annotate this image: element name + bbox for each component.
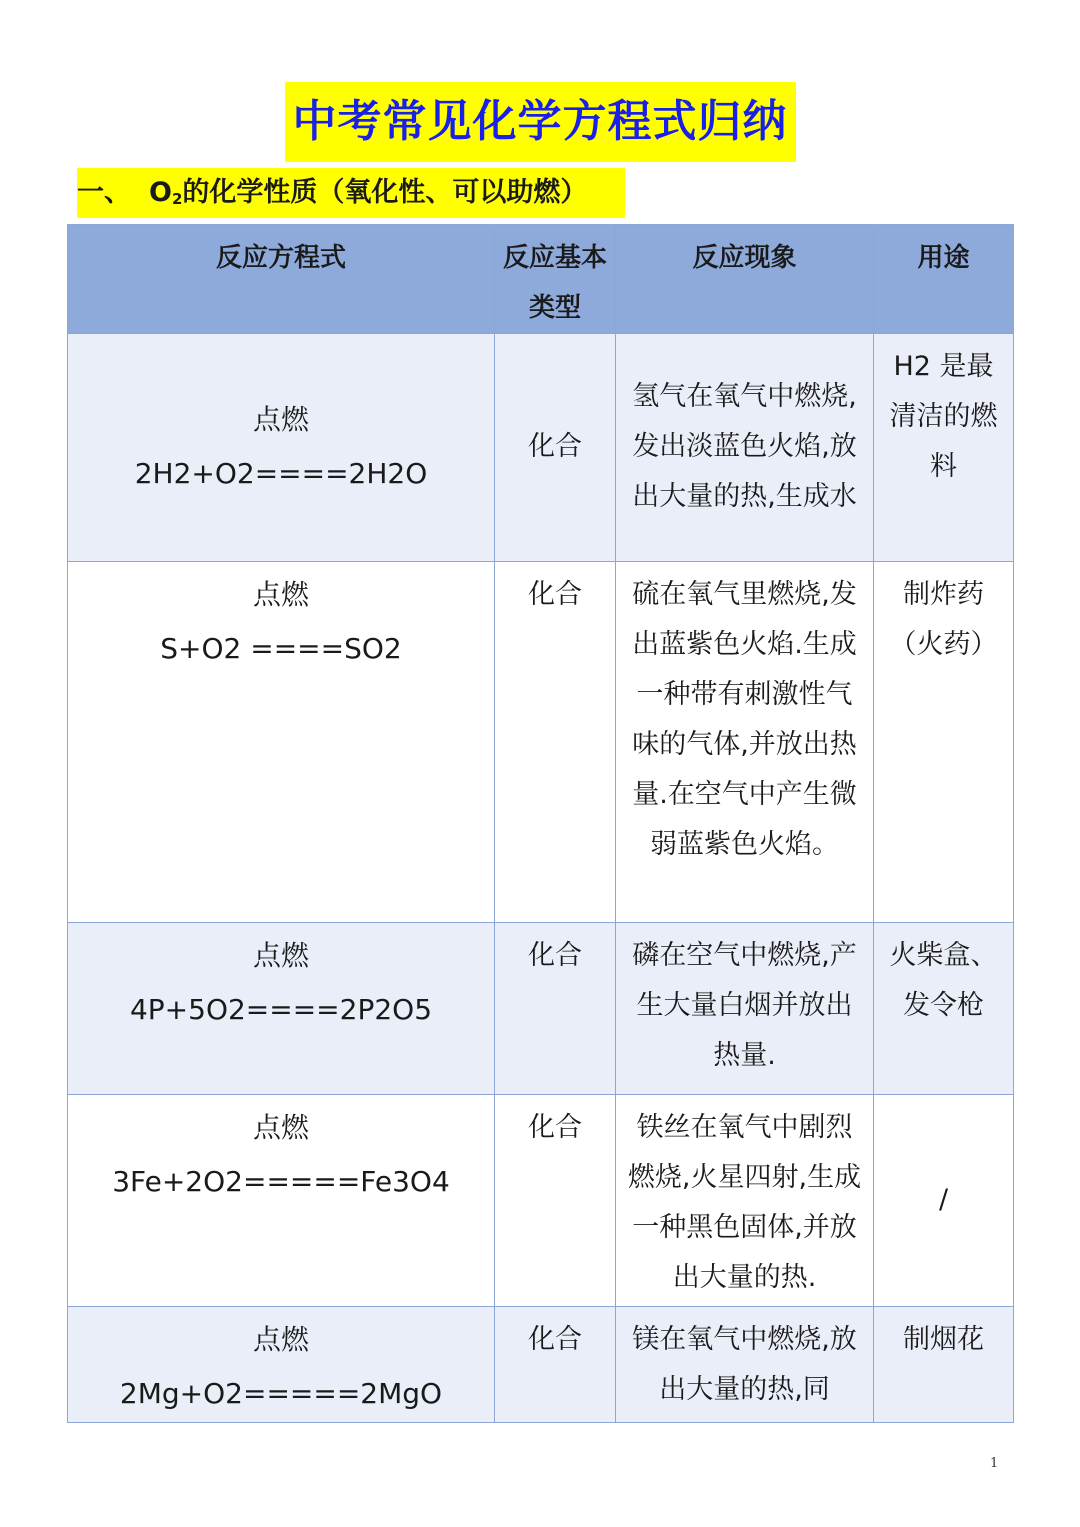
page-title: 中考常见化学方程式归纳: [285, 82, 796, 162]
reaction-type-cell: 化合: [495, 334, 616, 562]
equation-text: S+O2 ====SO2: [160, 631, 402, 665]
reaction-condition: 点燃: [252, 938, 309, 972]
reaction-condition: 点燃: [252, 577, 309, 611]
table-row: [68, 334, 1014, 562]
equation-table: [67, 224, 1014, 1423]
use-cell: H2 是最清洁的燃料: [874, 334, 1014, 562]
equation-text: 2Mg+O2=====2MgO: [119, 1376, 443, 1410]
title-wrapper: [0, 82, 1080, 162]
section-number: 一、: [77, 177, 131, 208]
table-row: [68, 922, 1014, 1094]
table-row: [68, 1306, 1014, 1422]
header-use: 用途: [874, 225, 1014, 334]
header-equation: 反应方程式: [68, 225, 495, 334]
section-formula-main: O: [149, 177, 172, 208]
reaction-condition: 点燃: [252, 1322, 309, 1356]
section-text: 的化学性质（氧化性、可以助燃）: [182, 177, 588, 208]
section-formula: [149, 177, 182, 208]
section-formula-sub: 2: [171, 190, 183, 208]
reaction-type-cell: 化合: [495, 561, 616, 922]
page-number: 1: [990, 1456, 999, 1471]
equation-cell: [68, 1095, 495, 1307]
use-cell: 火柴盒、发令枪: [874, 922, 1014, 1094]
equation-text: 4P+5O2====2P2O5: [129, 992, 433, 1026]
use-cell: 制烟花: [874, 1306, 1014, 1422]
equation-cell: [68, 1306, 495, 1422]
table-header-row: [68, 225, 1014, 334]
table-row: [68, 561, 1014, 922]
phenomenon-cell: 氢气在氧气中燃烧,发出淡蓝色火焰,放出大量的热,生成水: [616, 334, 874, 562]
equation-cell: [68, 334, 495, 562]
header-type: 反应基本类型: [495, 225, 616, 334]
reaction-type-cell: 化合: [495, 922, 616, 1094]
equation-cell: [68, 561, 495, 922]
phenomenon-cell: 硫在氧气里燃烧,发出蓝紫色火焰.生成一种带有刺激性气味的气体,并放出热量.在空气中产生微弱蓝紫色火焰。: [616, 561, 874, 922]
phenomenon-cell: 镁在氧气中燃烧,放出大量的热,同: [616, 1306, 874, 1422]
reaction-condition: 点燃: [252, 403, 309, 437]
table-row: [68, 1095, 1014, 1307]
header-phenomenon: 反应现象: [616, 225, 874, 334]
use-cell: 制炸药（火药）: [874, 561, 1014, 922]
equation-text: 2H2+O2====2H2O: [134, 457, 428, 491]
section-heading: [77, 168, 625, 218]
equation-cell: [68, 922, 495, 1094]
equation-text: 3Fe+2O2=====Fe3O4: [112, 1165, 450, 1199]
use-cell: /: [874, 1095, 1014, 1307]
reaction-type-cell: 化合: [495, 1095, 616, 1307]
phenomenon-cell: 磷在空气中燃烧,产生大量白烟并放出热量.: [616, 922, 874, 1094]
phenomenon-cell: 铁丝在氧气中剧烈燃烧,火星四射,生成一种黑色固体,并放出大量的热.: [616, 1095, 874, 1307]
reaction-type-cell: 化合: [495, 1306, 616, 1422]
reaction-condition: 点燃: [252, 1111, 309, 1145]
